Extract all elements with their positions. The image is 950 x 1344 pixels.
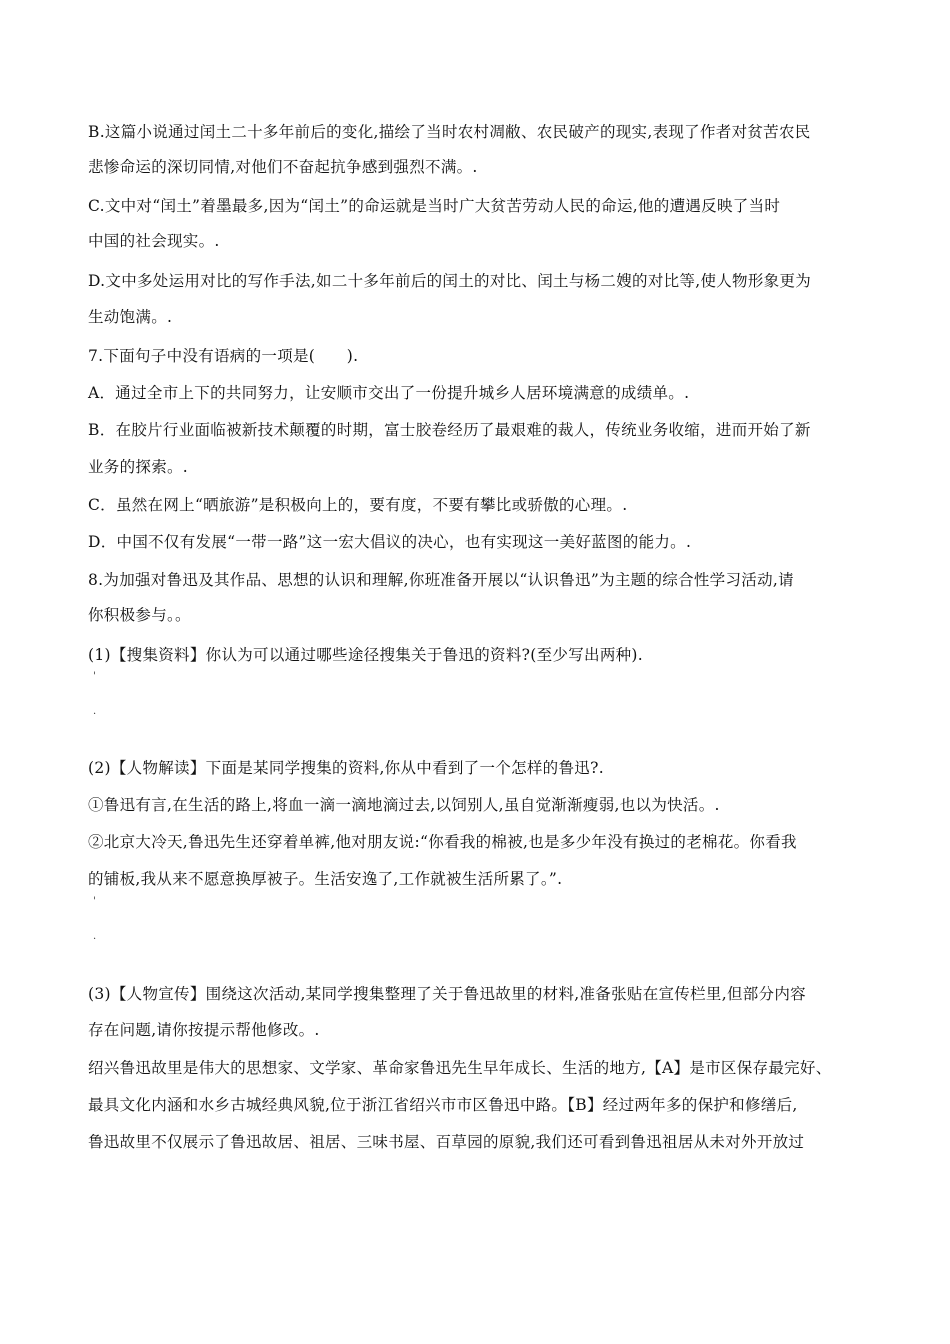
- sub-question-1: (1)【搜集资料】你认为可以通过哪些途径搜集关于鲁迅的资料?(至少写出两种).: [88, 646, 643, 664]
- text-line: 你积极参与。。: [88, 606, 191, 624]
- option-b: B．在胶片行业面临被新技术颠覆的时期，富士胶卷经历了最艰难的裁人，传统业务收缩，进而开始了新: [88, 421, 811, 439]
- material-2: ②北京大冷天,鲁迅先生还穿着单裤,他对朋友说:“你看我的棉被,也是多少年没有换过的老棉花。你看我: [88, 833, 797, 851]
- answer-blank-mark: ': [93, 896, 96, 907]
- answer-blank-mark: .: [93, 706, 97, 717]
- option-d: D．中国不仅有发展“一带一路”这一宏大倡议的决心，也有实现这一美好蓝图的能力。.: [88, 533, 692, 551]
- text-line: D.文中多处运用对比的写作手法,如二十多年前后的闰土的对比、闰土与杨二嫂的对比等,使人物形象更为: [88, 272, 812, 290]
- option-a: A．通过全市上下的共同努力，让安顺市交出了一份提升城乡人居环境满意的成绩单。.: [88, 384, 690, 402]
- text-line: C.文中对“闰土”着墨最多,因为“闰土”的命运就是当时广大贫苦劳动人民的命运,他的遭遇反映了当时: [88, 197, 781, 215]
- text-line: B.这篇小说通过闰土二十多年前后的变化,描绘了当时农村凋敝、农民破产的现实,表现了作者对贫苦农民: [88, 123, 811, 141]
- question-7-stem: 7.下面句子中没有语病的一项是( ).: [88, 347, 359, 365]
- sub-question-2: (2)【人物解读】下面是某同学搜集的资料,你从中看到了一个怎样的鲁迅?.: [88, 759, 604, 777]
- sub-question-3: (3)【人物宣传】围绕这次活动,某同学搜集整理了关于鲁迅故里的材料,准备张贴在宣传栏里,但部分内容: [88, 985, 806, 1003]
- option-c: C．虽然在网上“晒旅游”是积极向上的，要有度，不要有攀比或骄傲的心理。.: [88, 496, 628, 514]
- text-line: 中国的社会现实。.: [88, 232, 220, 250]
- passage-line: 最具文化内涵和水乡古城经典风貌,位于浙江省绍兴市市区鲁迅中路。【B】经过两年多的保护和修缮后,: [88, 1096, 798, 1114]
- question-8-stem: 8.为加强对鲁迅及其作品、思想的认识和理解,你班准备开展以“认识鲁迅”为主题的综合性学习活动,请: [88, 571, 794, 589]
- answer-blank-mark: .: [93, 931, 97, 942]
- passage-line: 鲁迅故里不仅展示了鲁迅故居、祖居、三味书屋、百草园的原貌,我们还可看到鲁迅祖居从未对外开放过: [88, 1133, 805, 1151]
- material-1: ①鲁迅有言,在生活的路上,将血一滴一滴地滴过去,以饲别人,虽自觉渐渐瘦弱,也以为快活。.: [88, 796, 720, 814]
- text-line: 悲惨命运的深切同情,对他们不奋起抗争感到强烈不满。.: [88, 158, 478, 176]
- answer-blank-mark: ': [93, 671, 96, 682]
- text-line: 存在问题,请你按提示帮他修改。.: [88, 1021, 320, 1039]
- text-line: 业务的探索。.: [88, 458, 189, 476]
- passage-line: 绍兴鲁迅故里是伟大的思想家、文学家、革命家鲁迅先生早年成长、生活的地方,【A】是市区保存最完好、: [88, 1059, 832, 1077]
- text-line: 的铺板,我从来不愿意换厚被子。生活安逸了,工作就被生活所累了。”.: [88, 870, 563, 888]
- text-line: 生动饱满。.: [88, 308, 173, 326]
